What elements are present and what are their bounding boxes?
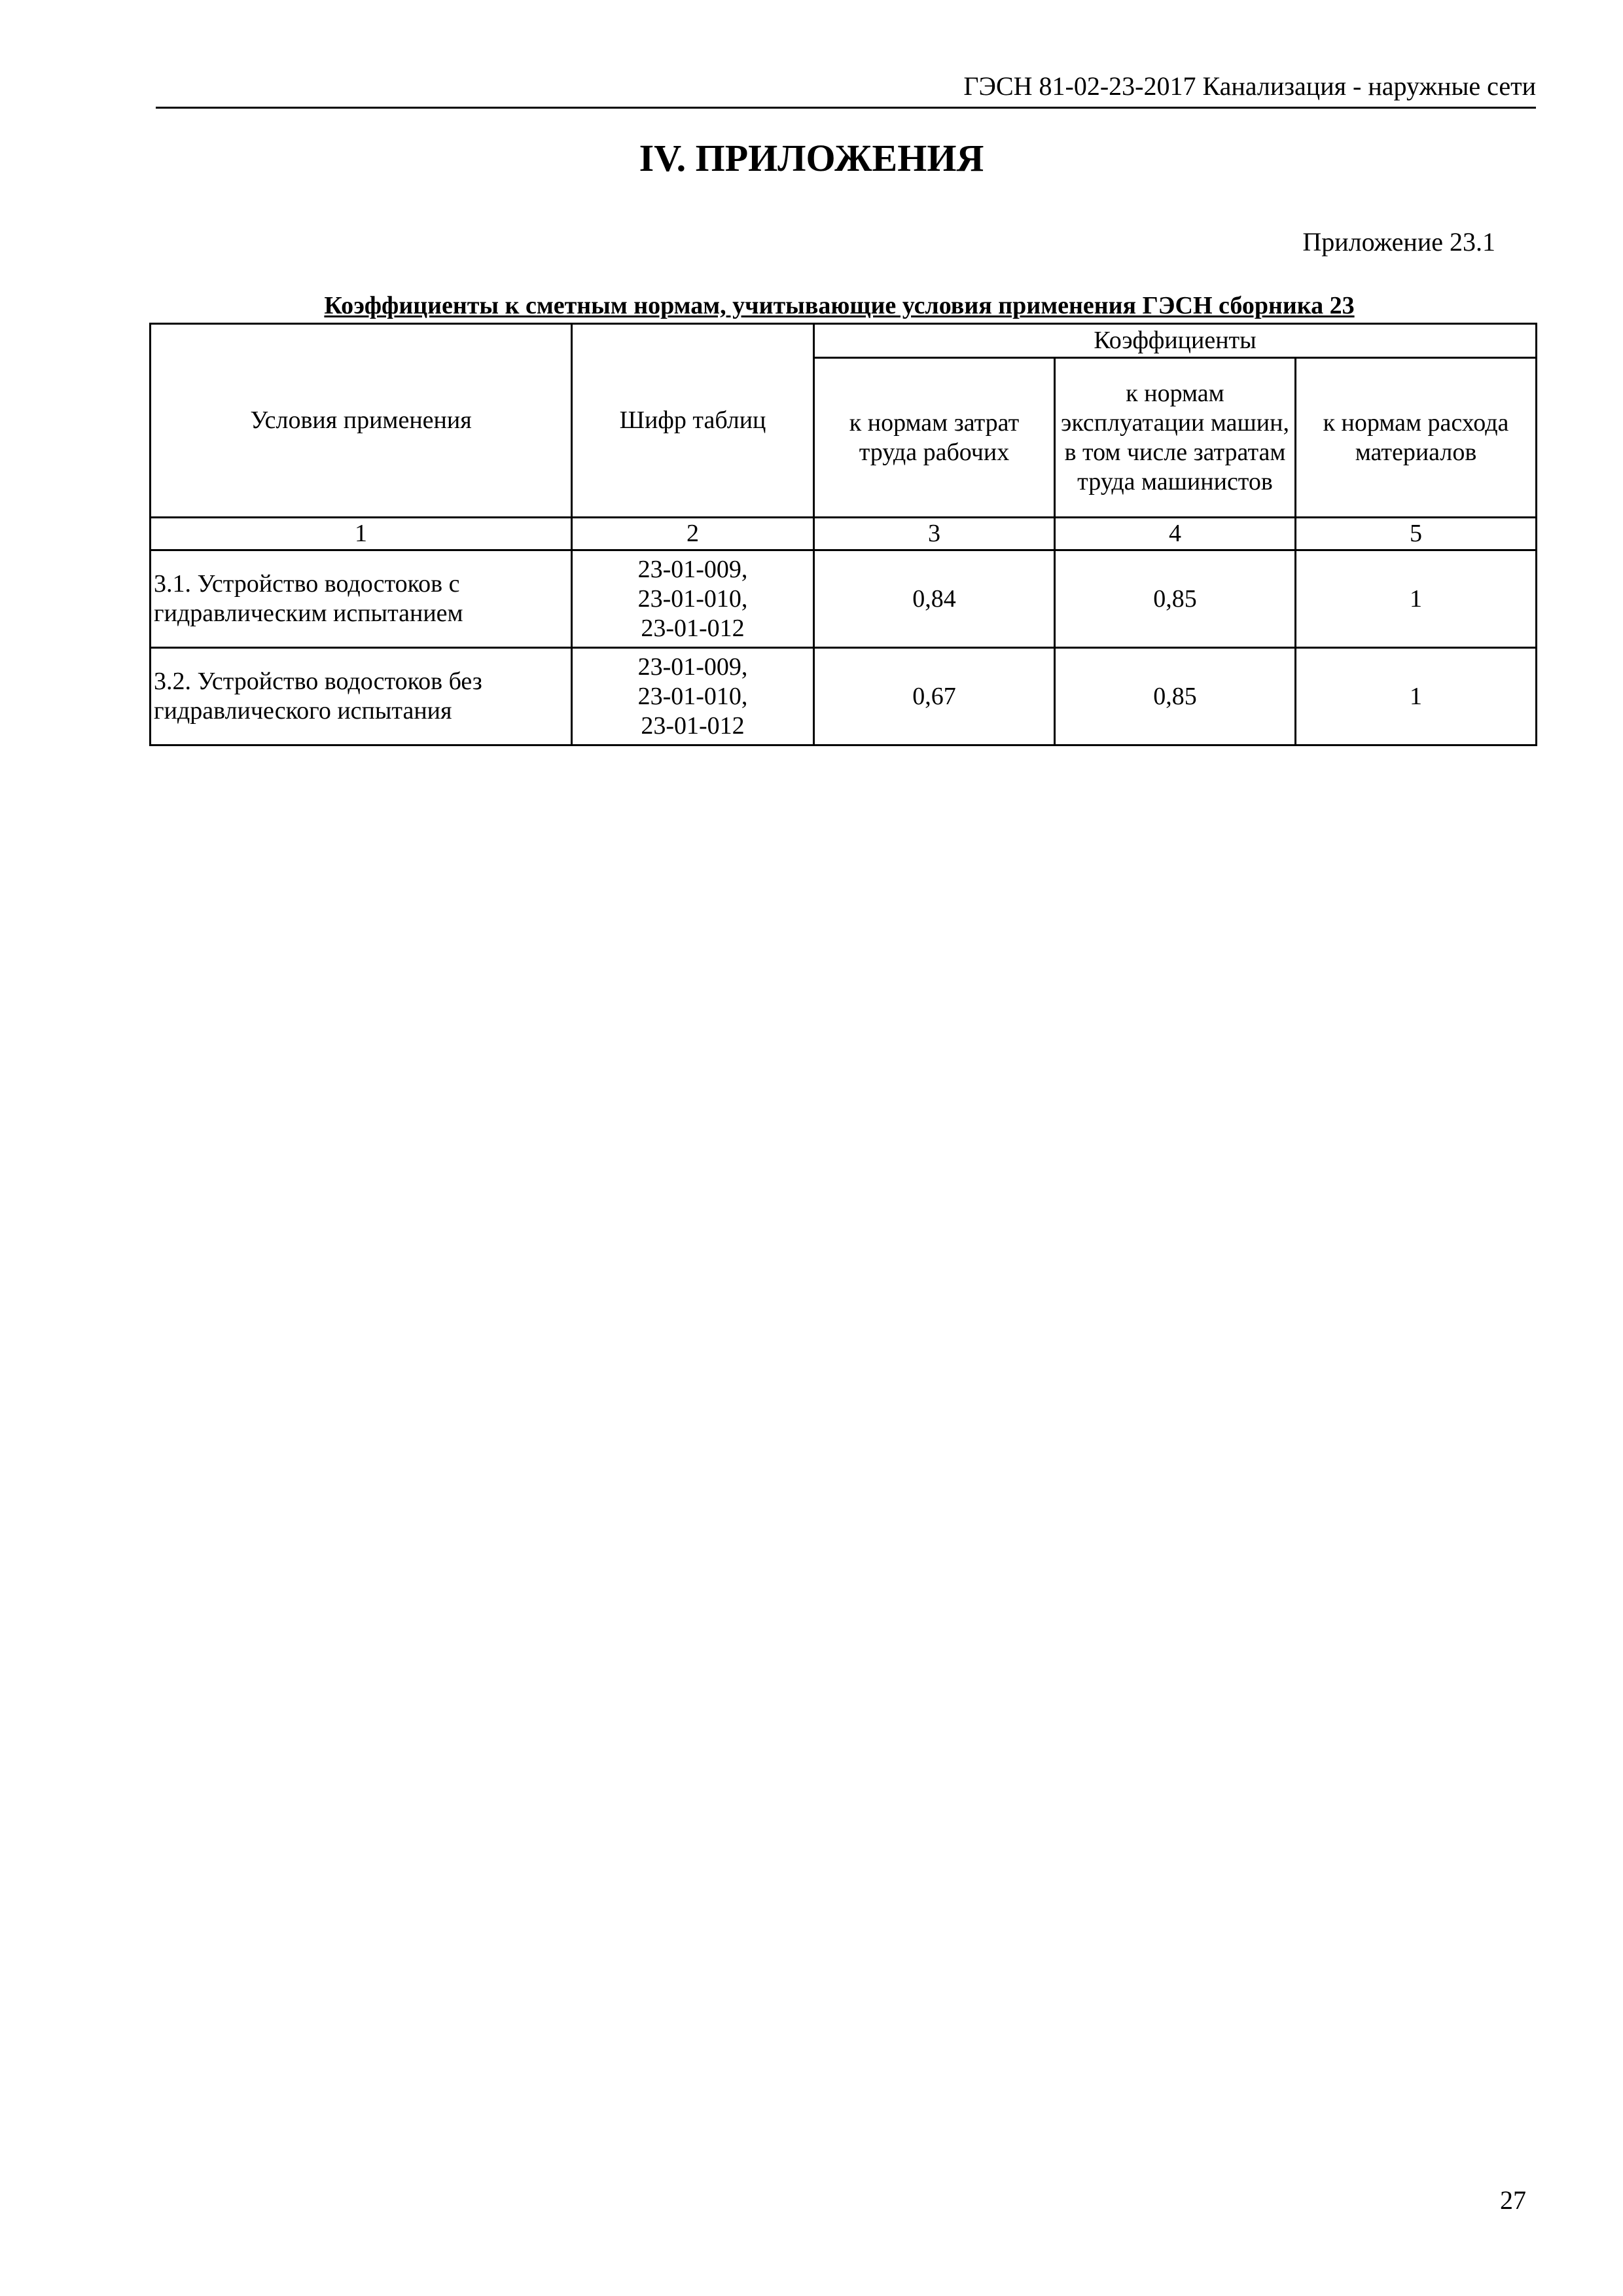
table-code: 23-01-012	[641, 711, 745, 740]
header-labor: к нормам затрат труда рабочих	[814, 358, 1055, 518]
labor-coefficient: 0,67	[814, 648, 1055, 745]
appendix-reference: Приложение 23.1	[1302, 227, 1495, 257]
page-number: 27	[1500, 2185, 1526, 2215]
column-number: 2	[572, 518, 814, 550]
machines-coefficient: 0,85	[1055, 550, 1296, 648]
machines-coefficient: 0,85	[1055, 648, 1296, 745]
column-number: 3	[814, 518, 1055, 550]
table-code: 23-01-009,	[637, 555, 748, 583]
column-number-row	[151, 518, 1537, 550]
running-header: ГЭСН 81-02-23-2017 Канализация - наружные сети	[963, 71, 1536, 101]
header-tables-code: Шифр таблиц	[572, 324, 814, 518]
table-code: 23-01-010,	[637, 584, 748, 613]
column-number: 1	[151, 518, 572, 550]
column-number: 5	[1296, 518, 1537, 550]
labor-coefficient: 0,84	[814, 550, 1055, 648]
condition-cell: 3.1. Устройство водостоков с гидравлическим испытанием	[151, 550, 572, 648]
table-code: 23-01-010,	[637, 682, 748, 710]
header-materials: к нормам расхода материалов	[1296, 358, 1537, 518]
table-code: 23-01-012	[641, 614, 745, 642]
header-machines: к нормам эксплуатации машин, в том числе затратам труда машинистов	[1055, 358, 1296, 518]
materials-coefficient: 1	[1296, 648, 1537, 745]
table-code: 23-01-009,	[637, 653, 748, 681]
header-coefficients: Коэффициенты	[814, 324, 1537, 358]
materials-coefficient: 1	[1296, 550, 1537, 648]
codes-cell	[572, 550, 814, 648]
codes-cell	[572, 648, 814, 745]
table-row	[151, 648, 1537, 745]
table-row	[151, 550, 1537, 648]
table-caption: Коэффициенты к сметным нормам, учитывающие условия применения ГЭСН сборника 23	[324, 292, 1355, 319]
column-number: 4	[1055, 518, 1296, 550]
header-conditions: Условия применения	[151, 324, 572, 518]
header-divider	[156, 107, 1536, 109]
coefficients-table	[149, 323, 1537, 746]
section-title: IV. ПРИЛОЖЕНИЯ	[639, 137, 984, 179]
condition-cell: 3.2. Устройство водостоков без гидравлического испытания	[151, 648, 572, 745]
